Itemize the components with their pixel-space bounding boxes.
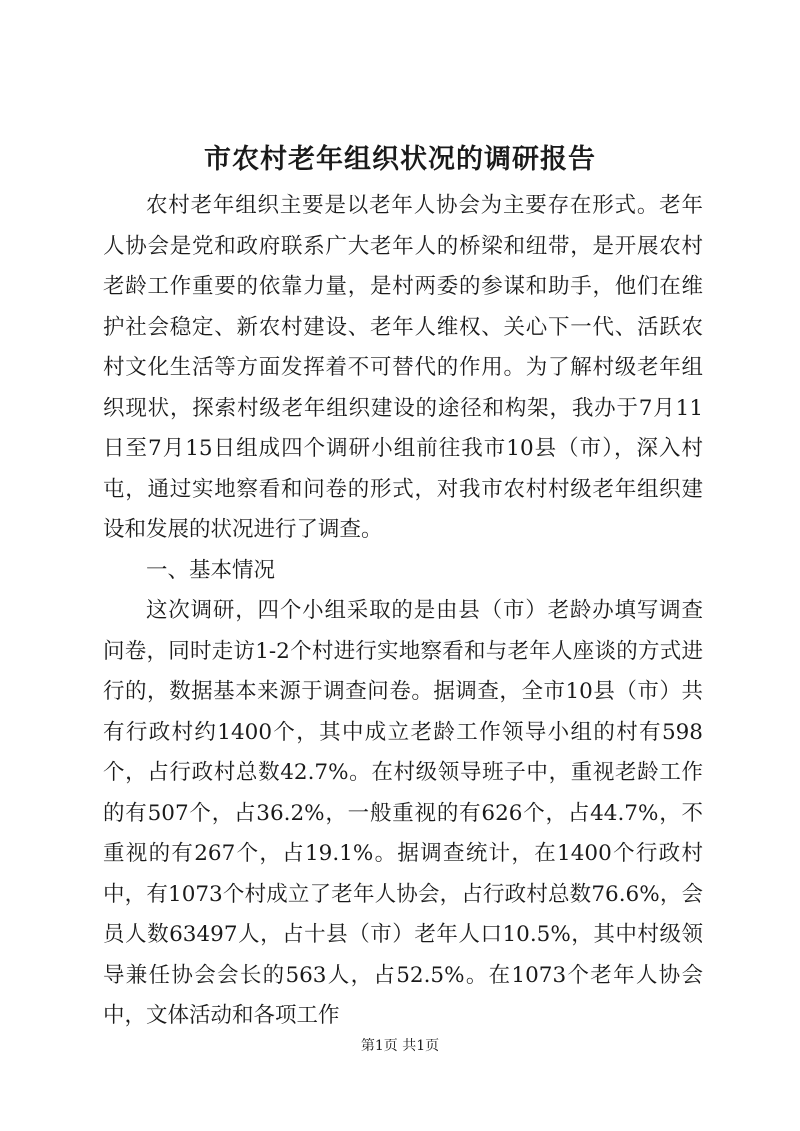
section-heading-basic-situation: 一、基本情况	[146, 557, 276, 583]
page-footer: 第1页 共1页	[360, 1038, 440, 1054]
paragraph-intro: 农村老年组织主要是以老年人协会为主要存在形式。老年人协会是党和政府联系广大老年人的桥梁和纽带，是开展农村老龄工作重要的依靠力量，是村两委的参谋和助手，他们在维护社会稳定、新农村建设、老年人维权、关心下一代、活跃农村文化生活等方面发挥着不可替代的作用。为了解村级老年组织现状，探索村级老年组织建设的途径和构架，我办于7月11日至7月15日组成四个调研小组前往我市10县（市），深入村屯，通过实地察看和问卷的形式，对我市农村村级老年组织建设和发展的状况进行了调查。	[103, 193, 703, 542]
paragraph-basic-situation: 这次调研，四个小组采取的是由县（市）老龄办填写调查问卷，同时走访1-2个村进行实地察看和与老年人座谈的方式进行的，数据基本来源于调查问卷。据调查，全市10县（市）共有行政村约1400个，其中成立老龄工作领导小组的村有598个，占行政村总数42.7%。在村级领导班子中，重视老龄工作的有507个，占36.2%，一般重视的有626个，占44.7%，不重视的有267个，占19.1%。据调查统计，在1400个行政村中，有1073个村成立了老年人协会，占行政村总数76.6%，会员人数63497人，占十县（市）老年人口10.5%，其中村级领导兼任协会会长的563人，占52.5%。在1073个老年人协会中，文体活动和各项工作	[103, 598, 703, 1028]
document-title: 市农村老年组织状况的调研报告	[204, 144, 596, 175]
document-body	[103, 186, 703, 1037]
